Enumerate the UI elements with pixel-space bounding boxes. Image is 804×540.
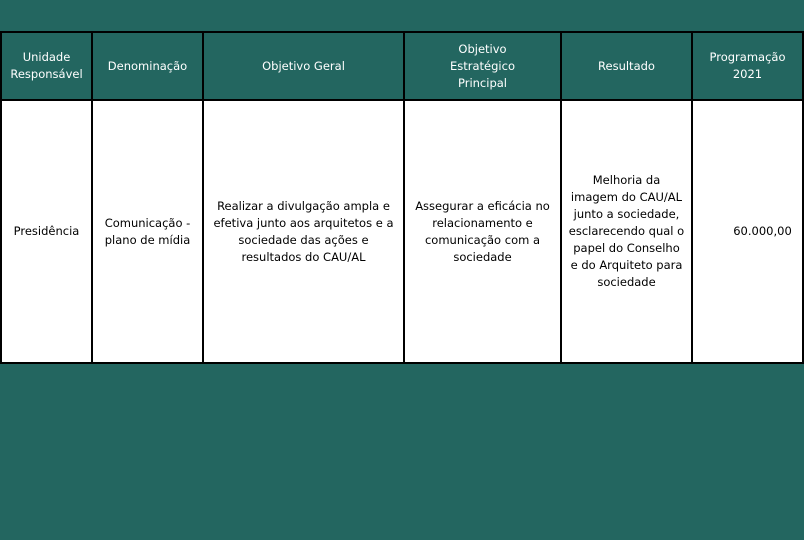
table-row (1, 100, 803, 363)
table-header-row (1, 32, 803, 100)
header-unidade: Unidade Responsável (1, 32, 92, 100)
cell-unidade: Presidência (1, 100, 92, 363)
cell-objetivo-geral: Realizar a divulgação ampla e efetiva junto aos arquitetos e a sociedade das ações e resultados do CAU/AL (203, 100, 404, 363)
header-objetivo-geral: Objetivo Geral (203, 32, 404, 100)
action-plan-table (0, 31, 804, 364)
header-resultado: Resultado (561, 32, 692, 100)
cell-objetivo-estrategico: Assegurar a eficácia no relacionamento e comunicação com a sociedade (404, 100, 561, 363)
cell-programacao: 60.000,00 (692, 100, 803, 363)
cell-resultado: Melhoria da imagem do CAU/AL junto a sociedade, esclarecendo qual o papel do Conselho e do Arquiteto para sociedade (561, 100, 692, 363)
cell-denominacao: Comunicação - plano de mídia (92, 100, 203, 363)
header-denominacao: Denominação (92, 32, 203, 100)
header-programacao: Programação 2021 (692, 32, 803, 100)
header-objetivo-estrategico: Objetivo Estratégico Principal (404, 32, 561, 100)
